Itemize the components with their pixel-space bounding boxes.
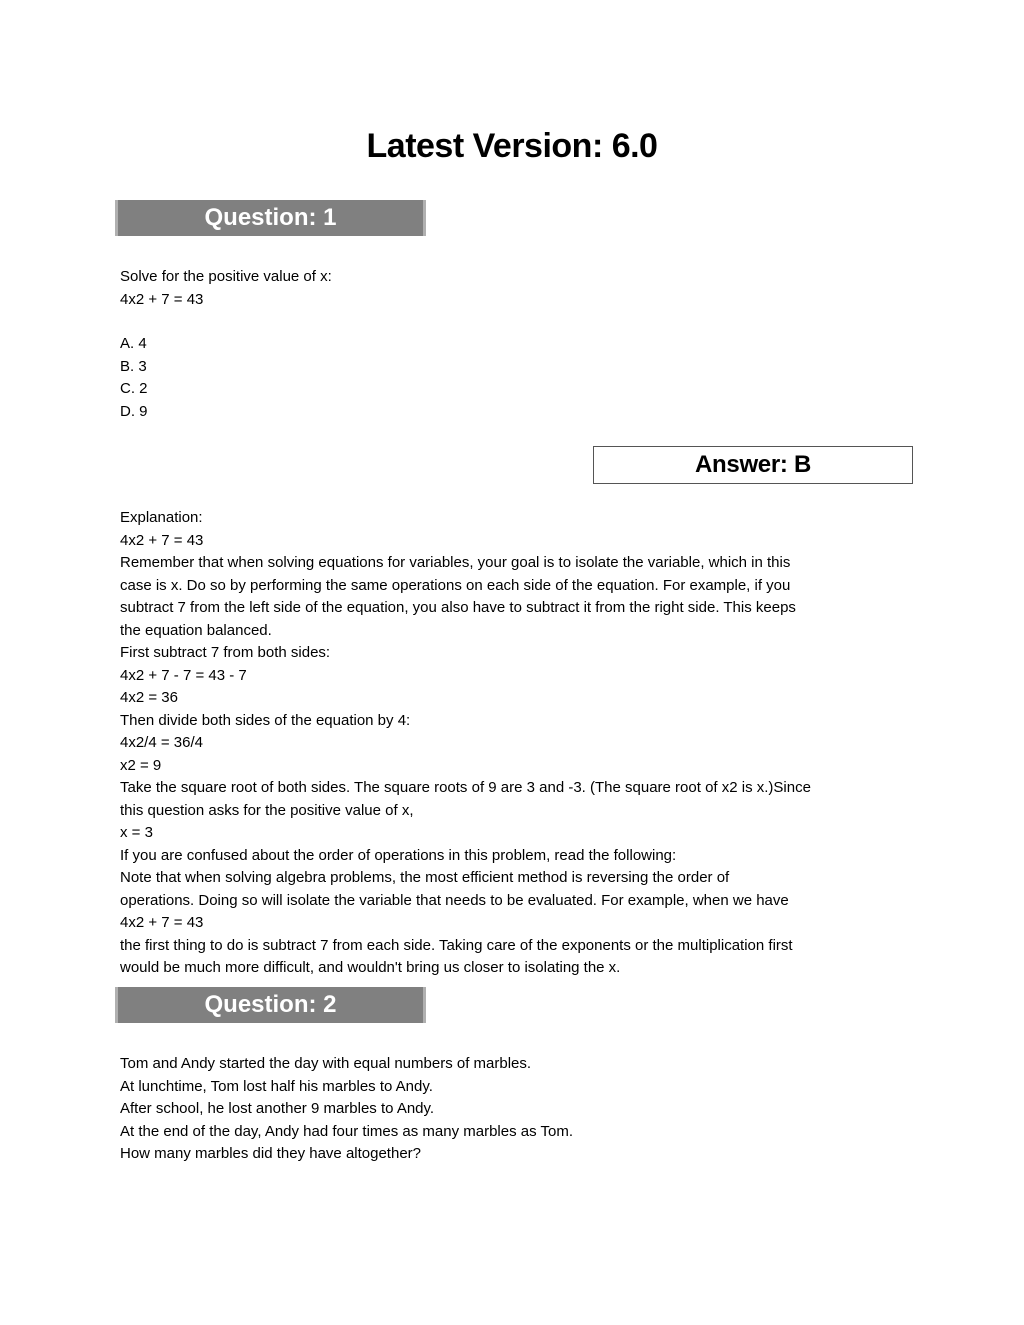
explanation-line: 4x2/4 = 36/4 <box>120 734 203 751</box>
explanation <box>120 507 900 980</box>
explanation-line: 4x2 = 36 <box>120 689 178 706</box>
explanation-line: the equation balanced. <box>120 621 272 639</box>
explanation-line: would be much more difficult, and wouldn't bring us closer to isolating the x. <box>120 959 621 976</box>
explanation-line: Then divide both sides of the equation by 4: <box>120 711 411 729</box>
answer-box <box>593 446 913 484</box>
explanation-line: operations. Doing so will isolate the variable that needs to be evaluated. For example, when we have <box>120 891 789 909</box>
question-1-label: Question: 1 <box>204 204 337 231</box>
explanation-line: First subtract 7 from both sides: <box>120 644 331 661</box>
prompt-line: At the end of the day, Andy had four times as many marbles as Tom. <box>120 1122 574 1140</box>
prompt-line: Solve for the positive value of x: <box>120 268 332 285</box>
prompt-line: Tom and Andy started the day with equal numbers of marbles. <box>120 1055 532 1072</box>
question-2-prompt <box>120 1053 900 1166</box>
explanation-line: subtract 7 from the left side of the equation, you also have to subtract it from the right side. This keeps <box>120 599 796 616</box>
explanation-line: case is x. Do so by performing the same operations on each side of the equation. For example, if you <box>120 576 791 594</box>
explanation-line: this question asks for the positive value of x, <box>120 801 414 819</box>
prompt-line: 4x2 + 7 = 43 <box>120 290 204 308</box>
explanation-line: the first thing to do is subtract 7 from each side. Taking care of the exponents or the multiplication first <box>120 936 793 954</box>
option-b: B. 3 <box>120 357 147 375</box>
option-d: D. 9 <box>120 402 148 420</box>
explanation-line: If you are confused about the order of operations in this problem, read the following: <box>120 846 677 864</box>
option-c: C. 2 <box>120 380 148 397</box>
prompt-line: After school, he lost another 9 marbles to Andy. <box>120 1100 435 1117</box>
explanation-line: 4x2 + 7 - 7 = 43 - 7 <box>120 666 247 684</box>
prompt-line: How many marbles did they have altogether? <box>120 1145 421 1162</box>
explanation-line: Take the square root of both sides. The square roots of 9 are 3 and -3. (The square root of x2 is x.)Since <box>120 779 811 796</box>
question-1-prompt <box>120 266 900 311</box>
answer-label: Answer: B <box>695 451 811 478</box>
question-2-label: Question: 2 <box>204 991 337 1018</box>
explanation-line: Explanation: <box>120 509 203 526</box>
option-a: A. 4 <box>120 335 147 352</box>
explanation-line: 4x2 + 7 = 43 <box>120 531 204 549</box>
page-title: Latest Version: 6.0 <box>366 127 658 165</box>
explanation-line: 4x2 + 7 = 43 <box>120 914 204 931</box>
question-2-banner <box>115 987 426 1023</box>
question-1-banner <box>115 200 426 236</box>
explanation-line: Remember that when solving equations for variables, your goal is to isolate the variable, which in this <box>120 554 791 571</box>
explanation-line: x2 = 9 <box>120 756 162 774</box>
question-1-options <box>120 333 900 423</box>
explanation-line: x = 3 <box>120 824 153 841</box>
prompt-line: At lunchtime, Tom lost half his marbles to Andy. <box>120 1077 433 1095</box>
explanation-line: Note that when solving algebra problems, the most efficient method is reversing the order of <box>120 869 730 886</box>
